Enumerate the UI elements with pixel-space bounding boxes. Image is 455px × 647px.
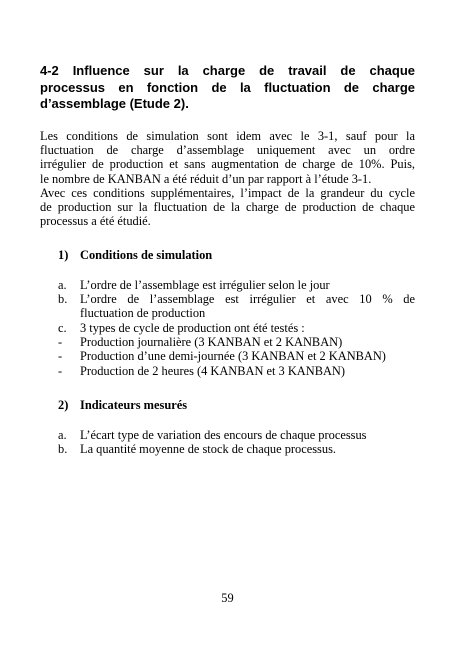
paragraph-line: le nombre de KANBAN a été réduit d’un par rapport à l’étude 3-1. [40,171,372,186]
intro-paragraph [40,129,415,228]
heading-line: d’assemblage (Etude 2). [40,96,189,111]
list-item-text: fluctuation de production [80,306,206,321]
list-item-text: L’écart type de variation des encours de chaque processus [80,428,367,442]
paragraph-line: processus a été étudié. [40,214,151,229]
list-marker: - [58,364,63,378]
list-item-text: Production de 2 heures (4 KANBAN et 3 KANBAN) [80,364,345,378]
paragraph-line: Les conditions de simulation sont idem avec le 3-1, sauf pour la [40,129,415,143]
list-marker: a. [58,278,67,292]
paragraph-line: de production sur la fluctuation de la charge de production de chaque [40,200,415,215]
list-item-text: L’ordre de l’assemblage est irrégulier selon le jour [80,278,330,292]
list-marker: c. [58,321,67,335]
list-marker: a. [58,428,67,442]
section1-number: 1) [58,248,69,262]
paragraph-line: irrégulier de production et sans augmentation de charge de 10%. Puis, [40,157,415,172]
list-item-text: La quantité moyenne de stock de chaque processus. [80,442,336,456]
list-marker: b. [58,442,68,456]
list-item-text: Production d’une demi-journée (3 KANBAN et 2 KANBAN) [80,349,386,363]
list-marker: - [58,349,63,363]
section2-title: Indicateurs mesurés [80,398,188,412]
list-item-text: 3 types de cycle de production ont été testés : [80,321,305,335]
section-heading [40,63,415,113]
section2-number: 2) [58,398,69,412]
heading-line: 4-2 Influence sur la charge de travail de chaque [40,63,415,78]
list-marker: - [58,335,63,349]
page-number: 59 [221,591,234,605]
paragraph-line: fluctuation de charge d’assemblage uniquement avec un ordre [40,143,415,158]
list-marker: b. [58,292,68,306]
paragraph-line: Avec ces conditions supplémentaires, l’impact de la grandeur du cycle [40,185,415,200]
heading-line: processus en fonction de la fluctuation de charge [40,79,415,95]
section1-title: Conditions de simulation [80,248,213,262]
list-item-text: L’ordre de l’assemblage est irrégulier et avec 10 % de [80,292,415,306]
list-item-text: Production journalière (3 KANBAN et 2 KANBAN) [80,335,343,349]
